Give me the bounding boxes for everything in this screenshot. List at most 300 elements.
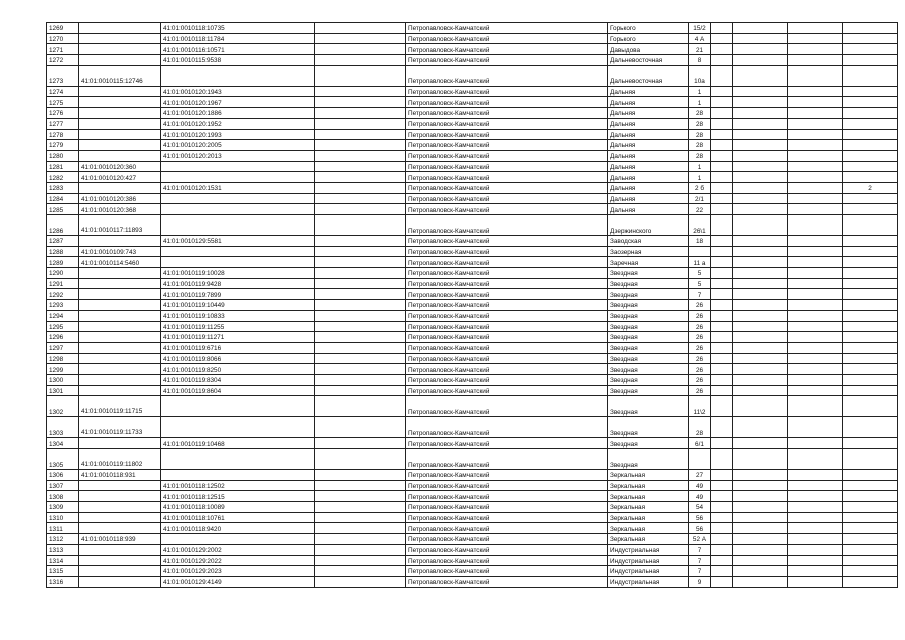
cadastral-number-a bbox=[79, 310, 161, 321]
cadastral-number-a bbox=[79, 55, 161, 66]
empty-cell bbox=[733, 150, 788, 161]
empty-cell bbox=[315, 491, 406, 502]
row-number: 1294 bbox=[47, 310, 79, 321]
cadastral-number-b bbox=[161, 417, 315, 438]
cadastral-number-b: 41:01:0010119:11255 bbox=[161, 321, 315, 332]
street-cell: Индустриальная bbox=[608, 555, 689, 566]
extra-value-cell bbox=[843, 364, 898, 375]
empty-cell bbox=[733, 502, 788, 513]
cadastral-number-b: 41:01:0010119:10468 bbox=[161, 438, 315, 449]
cadastral-number-b bbox=[161, 215, 315, 236]
empty-cell bbox=[315, 576, 406, 587]
empty-cell bbox=[711, 129, 733, 140]
street-cell: Заводская bbox=[608, 236, 689, 247]
empty-cell bbox=[315, 342, 406, 353]
house-cell: 7 bbox=[689, 566, 711, 577]
empty-cell bbox=[315, 55, 406, 66]
empty-cell bbox=[711, 438, 733, 449]
empty-cell bbox=[315, 108, 406, 119]
empty-cell bbox=[788, 332, 843, 343]
empty-cell bbox=[733, 33, 788, 44]
empty-cell bbox=[788, 118, 843, 129]
table-row bbox=[47, 236, 898, 247]
street-cell: Зеркальная bbox=[608, 502, 689, 513]
extra-value-cell bbox=[843, 385, 898, 396]
extra-value-cell bbox=[843, 204, 898, 215]
empty-cell bbox=[788, 129, 843, 140]
empty-cell bbox=[315, 480, 406, 491]
empty-cell bbox=[788, 566, 843, 577]
empty-cell bbox=[788, 193, 843, 204]
house-cell: 56 bbox=[689, 523, 711, 534]
empty-cell bbox=[733, 246, 788, 257]
empty-cell bbox=[315, 246, 406, 257]
cadastral-number-a bbox=[79, 118, 161, 129]
house-cell: 26\1 bbox=[689, 215, 711, 236]
row-number: 1302 bbox=[47, 396, 79, 417]
empty-cell bbox=[733, 23, 788, 34]
extra-value-cell bbox=[843, 118, 898, 129]
cadastral-number-b: 41:01:0010120:2013 bbox=[161, 150, 315, 161]
row-number: 1269 bbox=[47, 23, 79, 34]
cadastral-number-a: 41:01:0010119:11733 bbox=[79, 417, 161, 438]
cadastral-number-b bbox=[161, 193, 315, 204]
cadastral-number-b: 41:01:0010118:9420 bbox=[161, 523, 315, 534]
cadastral-number-a bbox=[79, 566, 161, 577]
empty-cell bbox=[788, 278, 843, 289]
cadastral-number-b: 41:01:0010120:1886 bbox=[161, 108, 315, 119]
empty-cell bbox=[711, 417, 733, 438]
empty-cell bbox=[733, 480, 788, 491]
cadastral-number-a bbox=[79, 108, 161, 119]
empty-cell bbox=[711, 502, 733, 513]
table-row bbox=[47, 140, 898, 151]
house-cell: 11\2 bbox=[689, 396, 711, 417]
city-cell: Петропавловск-Камчатский bbox=[406, 257, 608, 268]
table-row bbox=[47, 257, 898, 268]
cadastral-number-b bbox=[161, 246, 315, 257]
empty-cell bbox=[733, 523, 788, 534]
empty-cell bbox=[733, 353, 788, 364]
empty-cell bbox=[733, 449, 788, 470]
street-cell: Звездная bbox=[608, 364, 689, 375]
city-cell: Петропавловск-Камчатский bbox=[406, 576, 608, 587]
empty-cell bbox=[315, 470, 406, 481]
empty-cell bbox=[733, 332, 788, 343]
empty-cell bbox=[733, 97, 788, 108]
empty-cell bbox=[733, 310, 788, 321]
city-cell: Петропавловск-Камчатский bbox=[406, 534, 608, 545]
empty-cell bbox=[733, 140, 788, 151]
table-row bbox=[47, 65, 898, 86]
empty-cell bbox=[788, 182, 843, 193]
cadastral-number-b: 41:01:0010120:1967 bbox=[161, 97, 315, 108]
extra-value-cell bbox=[843, 140, 898, 151]
cadastral-number-a bbox=[79, 289, 161, 300]
city-cell: Петропавловск-Камчатский bbox=[406, 332, 608, 343]
house-cell: 1 bbox=[689, 86, 711, 97]
table-row bbox=[47, 332, 898, 343]
cadastral-number-a bbox=[79, 150, 161, 161]
empty-cell bbox=[733, 342, 788, 353]
city-cell: Петропавловск-Камчатский bbox=[406, 417, 608, 438]
house-cell: 18 bbox=[689, 236, 711, 247]
table-row bbox=[47, 544, 898, 555]
empty-cell bbox=[711, 470, 733, 481]
house-cell bbox=[689, 246, 711, 257]
empty-cell bbox=[788, 86, 843, 97]
empty-cell bbox=[788, 236, 843, 247]
extra-value-cell bbox=[843, 65, 898, 86]
extra-value-cell bbox=[843, 449, 898, 470]
empty-cell bbox=[711, 544, 733, 555]
table-row bbox=[47, 150, 898, 161]
row-number: 1270 bbox=[47, 33, 79, 44]
cadastral-number-a bbox=[79, 512, 161, 523]
cadastral-number-a bbox=[79, 342, 161, 353]
city-cell: Петропавловск-Камчатский bbox=[406, 342, 608, 353]
house-cell: 1 bbox=[689, 97, 711, 108]
table-row bbox=[47, 310, 898, 321]
cadastral-number-b: 41:01:0010129:2002 bbox=[161, 544, 315, 555]
empty-cell bbox=[711, 257, 733, 268]
house-cell: 11 а bbox=[689, 257, 711, 268]
city-cell: Петропавловск-Камчатский bbox=[406, 310, 608, 321]
empty-cell bbox=[788, 512, 843, 523]
empty-cell bbox=[788, 150, 843, 161]
empty-cell bbox=[315, 396, 406, 417]
cadastral-number-a: 41:01:0010119:11802 bbox=[79, 449, 161, 470]
cadastral-number-b: 41:01:0010119:10833 bbox=[161, 310, 315, 321]
table-row bbox=[47, 278, 898, 289]
extra-value-cell bbox=[843, 438, 898, 449]
empty-cell bbox=[733, 278, 788, 289]
cadastral-number-b: 41:01:0010118:10761 bbox=[161, 512, 315, 523]
cadastral-number-b: 41:01:0010129:4149 bbox=[161, 576, 315, 587]
empty-cell bbox=[788, 321, 843, 332]
table-row bbox=[47, 470, 898, 481]
street-cell: Дальняя bbox=[608, 108, 689, 119]
street-cell: Дальняя bbox=[608, 182, 689, 193]
street-cell: Звездная bbox=[608, 449, 689, 470]
empty-cell bbox=[733, 534, 788, 545]
empty-cell bbox=[733, 491, 788, 502]
row-number: 1283 bbox=[47, 182, 79, 193]
extra-value-cell: 2 bbox=[843, 182, 898, 193]
table-row bbox=[47, 108, 898, 119]
extra-value-cell bbox=[843, 289, 898, 300]
house-cell: 2 б bbox=[689, 182, 711, 193]
cadastral-number-b: 41:01:0010120:1993 bbox=[161, 129, 315, 140]
house-cell: 54 bbox=[689, 502, 711, 513]
empty-cell bbox=[733, 215, 788, 236]
cadastral-number-b bbox=[161, 470, 315, 481]
extra-value-cell bbox=[843, 523, 898, 534]
row-number: 1273 bbox=[47, 65, 79, 86]
street-cell: Дальняя bbox=[608, 97, 689, 108]
cadastral-number-b: 41:01:0010118:10089 bbox=[161, 502, 315, 513]
house-cell: 52 А bbox=[689, 534, 711, 545]
row-number: 1289 bbox=[47, 257, 79, 268]
house-cell: 26 bbox=[689, 385, 711, 396]
cadastral-number-a: 41:01:0010114:5460 bbox=[79, 257, 161, 268]
street-cell: Дальневосточная bbox=[608, 65, 689, 86]
city-cell: Петропавловск-Камчатский bbox=[406, 512, 608, 523]
empty-cell bbox=[315, 33, 406, 44]
empty-cell bbox=[788, 438, 843, 449]
row-number: 1307 bbox=[47, 480, 79, 491]
empty-cell bbox=[733, 129, 788, 140]
empty-cell bbox=[315, 353, 406, 364]
row-number: 1304 bbox=[47, 438, 79, 449]
row-number: 1312 bbox=[47, 534, 79, 545]
empty-cell bbox=[711, 193, 733, 204]
street-cell: Звездная bbox=[608, 278, 689, 289]
row-number: 1278 bbox=[47, 129, 79, 140]
row-number: 1295 bbox=[47, 321, 79, 332]
empty-cell bbox=[315, 502, 406, 513]
empty-cell bbox=[733, 321, 788, 332]
city-cell: Петропавловск-Камчатский bbox=[406, 86, 608, 97]
empty-cell bbox=[788, 257, 843, 268]
city-cell: Петропавловск-Камчатский bbox=[406, 470, 608, 481]
empty-cell bbox=[733, 300, 788, 311]
empty-cell bbox=[711, 374, 733, 385]
table-row bbox=[47, 342, 898, 353]
house-cell: 49 bbox=[689, 491, 711, 502]
row-number: 1291 bbox=[47, 278, 79, 289]
city-cell: Петропавловск-Камчатский bbox=[406, 129, 608, 140]
city-cell: Петропавловск-Камчатский bbox=[406, 300, 608, 311]
empty-cell bbox=[315, 215, 406, 236]
city-cell: Петропавловск-Камчатский bbox=[406, 108, 608, 119]
empty-cell bbox=[788, 108, 843, 119]
cadastral-number-b: 41:01:0010118:10735 bbox=[161, 23, 315, 34]
city-cell: Петропавловск-Камчатский bbox=[406, 353, 608, 364]
cadastral-number-b: 41:01:0010119:10028 bbox=[161, 268, 315, 279]
empty-cell bbox=[788, 523, 843, 534]
empty-cell bbox=[315, 544, 406, 555]
table-row bbox=[47, 246, 898, 257]
empty-cell bbox=[711, 576, 733, 587]
empty-cell bbox=[788, 289, 843, 300]
cadastral-number-a bbox=[79, 480, 161, 491]
row-number: 1311 bbox=[47, 523, 79, 534]
empty-cell bbox=[711, 182, 733, 193]
table-row bbox=[47, 33, 898, 44]
empty-cell bbox=[788, 204, 843, 215]
table-row bbox=[47, 300, 898, 311]
extra-value-cell bbox=[843, 150, 898, 161]
house-cell: 6/1 bbox=[689, 438, 711, 449]
table-row bbox=[47, 502, 898, 513]
table-row bbox=[47, 289, 898, 300]
street-cell: Заречная bbox=[608, 257, 689, 268]
cadastral-number-b bbox=[161, 449, 315, 470]
cadastral-number-a bbox=[79, 268, 161, 279]
empty-cell bbox=[788, 396, 843, 417]
row-number: 1315 bbox=[47, 566, 79, 577]
empty-cell bbox=[788, 44, 843, 55]
table-row bbox=[47, 268, 898, 279]
cadastral-number-a bbox=[79, 491, 161, 502]
cadastral-number-b: 41:01:0010119:9428 bbox=[161, 278, 315, 289]
city-cell: Петропавловск-Камчатский bbox=[406, 385, 608, 396]
extra-value-cell bbox=[843, 512, 898, 523]
empty-cell bbox=[733, 438, 788, 449]
cadastral-number-a bbox=[79, 23, 161, 34]
city-cell: Петропавловск-Камчатский bbox=[406, 438, 608, 449]
street-cell: Дальняя bbox=[608, 204, 689, 215]
extra-value-cell bbox=[843, 246, 898, 257]
house-cell: 10а bbox=[689, 65, 711, 86]
empty-cell bbox=[788, 353, 843, 364]
city-cell: Петропавловск-Камчатский bbox=[406, 566, 608, 577]
empty-cell bbox=[315, 289, 406, 300]
street-cell: Зеркальная bbox=[608, 512, 689, 523]
row-number: 1271 bbox=[47, 44, 79, 55]
empty-cell bbox=[788, 65, 843, 86]
street-cell: Дальняя bbox=[608, 150, 689, 161]
table-row bbox=[47, 55, 898, 66]
city-cell: Петропавловск-Камчатский bbox=[406, 65, 608, 86]
empty-cell bbox=[315, 374, 406, 385]
empty-cell bbox=[711, 491, 733, 502]
empty-cell bbox=[733, 566, 788, 577]
empty-cell bbox=[315, 44, 406, 55]
row-number: 1303 bbox=[47, 417, 79, 438]
extra-value-cell bbox=[843, 544, 898, 555]
street-cell: Звездная bbox=[608, 385, 689, 396]
empty-cell bbox=[788, 161, 843, 172]
extra-value-cell bbox=[843, 480, 898, 491]
city-cell: Петропавловск-Камчатский bbox=[406, 172, 608, 183]
empty-cell bbox=[711, 44, 733, 55]
empty-cell bbox=[315, 129, 406, 140]
street-cell: Дальняя bbox=[608, 161, 689, 172]
empty-cell bbox=[315, 566, 406, 577]
street-cell: Дальняя bbox=[608, 118, 689, 129]
row-number: 1298 bbox=[47, 353, 79, 364]
cadastral-number-b: 41:01:0010120:1952 bbox=[161, 118, 315, 129]
empty-cell bbox=[315, 310, 406, 321]
cadastral-number-a bbox=[79, 544, 161, 555]
city-cell: Петропавловск-Камчатский bbox=[406, 289, 608, 300]
table-row bbox=[47, 215, 898, 236]
extra-value-cell bbox=[843, 417, 898, 438]
empty-cell bbox=[315, 417, 406, 438]
cadastral-number-b: 41:01:0010118:12502 bbox=[161, 480, 315, 491]
empty-cell bbox=[788, 470, 843, 481]
cadastral-number-a bbox=[79, 523, 161, 534]
empty-cell bbox=[315, 97, 406, 108]
table-row bbox=[47, 193, 898, 204]
table-row bbox=[47, 385, 898, 396]
cadastral-number-a bbox=[79, 502, 161, 513]
street-cell: Индустриальная bbox=[608, 576, 689, 587]
empty-cell bbox=[788, 140, 843, 151]
cadastral-number-b: 41:01:0010119:8066 bbox=[161, 353, 315, 364]
house-cell: 26 bbox=[689, 353, 711, 364]
row-number: 1293 bbox=[47, 300, 79, 311]
street-cell: Звездная bbox=[608, 310, 689, 321]
empty-cell bbox=[733, 417, 788, 438]
street-cell: Заозерная bbox=[608, 246, 689, 257]
extra-value-cell bbox=[843, 332, 898, 343]
empty-cell bbox=[711, 140, 733, 151]
table-row bbox=[47, 204, 898, 215]
cadastral-number-a bbox=[79, 438, 161, 449]
house-cell: 26 bbox=[689, 332, 711, 343]
house-cell: 9 bbox=[689, 576, 711, 587]
registry-rows bbox=[47, 23, 898, 588]
street-cell: Дальневосточная bbox=[608, 55, 689, 66]
row-number: 1313 bbox=[47, 544, 79, 555]
cadastral-number-b: 41:01:0010119:8250 bbox=[161, 364, 315, 375]
city-cell: Петропавловск-Камчатский bbox=[406, 161, 608, 172]
street-cell: Дальняя bbox=[608, 129, 689, 140]
empty-cell bbox=[788, 364, 843, 375]
city-cell: Петропавловск-Камчатский bbox=[406, 491, 608, 502]
empty-cell bbox=[788, 300, 843, 311]
cadastral-number-a bbox=[79, 182, 161, 193]
empty-cell bbox=[711, 523, 733, 534]
extra-value-cell bbox=[843, 236, 898, 247]
table-row bbox=[47, 44, 898, 55]
cadastral-number-a bbox=[79, 576, 161, 587]
row-number: 1288 bbox=[47, 246, 79, 257]
empty-cell bbox=[315, 300, 406, 311]
extra-value-cell bbox=[843, 193, 898, 204]
cadastral-number-a bbox=[79, 129, 161, 140]
empty-cell bbox=[711, 310, 733, 321]
table-row bbox=[47, 23, 898, 34]
empty-cell bbox=[733, 385, 788, 396]
empty-cell bbox=[733, 86, 788, 97]
empty-cell bbox=[788, 480, 843, 491]
table-row bbox=[47, 172, 898, 183]
street-cell: Звездная bbox=[608, 342, 689, 353]
street-cell: Звездная bbox=[608, 268, 689, 279]
empty-cell bbox=[733, 364, 788, 375]
cadastral-number-b bbox=[161, 172, 315, 183]
extra-value-cell bbox=[843, 555, 898, 566]
empty-cell bbox=[315, 150, 406, 161]
empty-cell bbox=[711, 512, 733, 523]
cadastral-number-b: 41:01:0010115:9538 bbox=[161, 55, 315, 66]
row-number: 1314 bbox=[47, 555, 79, 566]
empty-cell bbox=[711, 118, 733, 129]
house-cell bbox=[689, 449, 711, 470]
house-cell: 27 bbox=[689, 470, 711, 481]
empty-cell bbox=[315, 86, 406, 97]
city-cell: Петропавловск-Камчатский bbox=[406, 555, 608, 566]
extra-value-cell bbox=[843, 300, 898, 311]
empty-cell bbox=[733, 396, 788, 417]
empty-cell bbox=[733, 236, 788, 247]
city-cell: Петропавловск-Камчатский bbox=[406, 215, 608, 236]
cadastral-number-a bbox=[79, 321, 161, 332]
row-number: 1309 bbox=[47, 502, 79, 513]
extra-value-cell bbox=[843, 534, 898, 545]
row-number: 1275 bbox=[47, 97, 79, 108]
extra-value-cell bbox=[843, 129, 898, 140]
city-cell: Петропавловск-Камчатский bbox=[406, 396, 608, 417]
extra-value-cell bbox=[843, 161, 898, 172]
house-cell: 26 bbox=[689, 300, 711, 311]
extra-value-cell bbox=[843, 172, 898, 183]
table-row bbox=[47, 86, 898, 97]
